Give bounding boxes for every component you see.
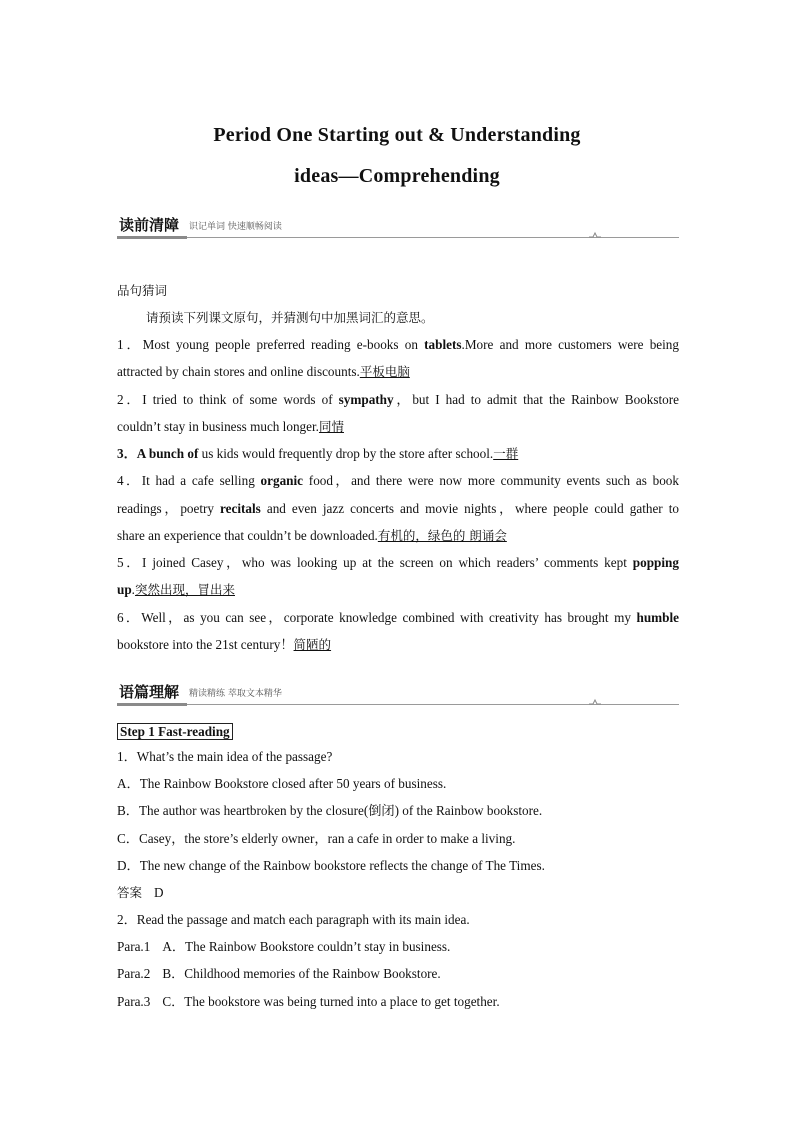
sentence-text: 4．It had a cafe selling bbox=[117, 473, 261, 488]
match-option: C．The bookstore was being turned into a place to get together. bbox=[162, 994, 500, 1009]
question-1: 1．What’s the main idea of the passage? bbox=[117, 749, 333, 764]
match-row bbox=[117, 993, 679, 1011]
para-label: Para.2 bbox=[117, 966, 151, 981]
vocab-sentence-1-cont bbox=[117, 363, 679, 381]
vocab-sentence-6 bbox=[117, 609, 679, 627]
bold-word: organic bbox=[260, 473, 304, 488]
vocab-sentence-6-cont bbox=[117, 636, 679, 654]
vocab-sentence-2-cont bbox=[117, 418, 679, 436]
vocab-sentence-4-cont bbox=[117, 500, 679, 518]
sentence-text: bookstore into the 21st century！ bbox=[117, 637, 294, 652]
answer-text: 平板电脑 bbox=[359, 364, 410, 379]
vocab-sentence-5-cont bbox=[117, 581, 679, 599]
option-a: A．The Rainbow Bookstore closed after 50 years of business. bbox=[117, 776, 447, 791]
sentence-text: attracted by chain stores and online discounts. bbox=[117, 364, 360, 379]
question-2: 2．Read the passage and match each paragraph with its main idea. bbox=[117, 912, 470, 927]
section-header-comprehension bbox=[117, 679, 679, 705]
match-option: B．Childhood memories of the Rainbow Bookstore. bbox=[162, 966, 441, 981]
section-heading: 语篇理解 bbox=[119, 683, 180, 701]
page-title-line-2: ideas—Comprehending bbox=[294, 165, 500, 187]
step-heading bbox=[117, 723, 679, 741]
bold-word: up bbox=[117, 582, 132, 597]
section-header-pre-reading bbox=[117, 212, 679, 238]
section-heading: 读前清障 bbox=[119, 216, 180, 234]
answer-text: 有机的，绿色的 朗诵会 bbox=[377, 528, 507, 543]
vocab-label: 品句猜词 bbox=[117, 283, 168, 298]
sentence-text: 2．I tried to think of some words of bbox=[117, 392, 339, 407]
option-c: C．Casey，the store’s elderly owner，ran a cafe in order to make a living. bbox=[117, 831, 516, 846]
match-row bbox=[117, 938, 679, 956]
answer-value: D bbox=[154, 885, 164, 900]
rule-notch-icon bbox=[589, 698, 601, 706]
match-option: A．The Rainbow Bookstore couldn’t stay in business. bbox=[162, 939, 451, 954]
para-label: Para.1 bbox=[117, 939, 151, 954]
page-title-line-1: Period One Starting out & Understanding bbox=[213, 124, 581, 146]
sentence-text: food，and there were now more community events such as book bbox=[303, 473, 679, 488]
sentence-text: 5．I joined Casey，who was looking up at the screen on which readers’ comments kept bbox=[117, 555, 633, 570]
bold-word: tablets bbox=[424, 337, 462, 352]
vocab-sentence-1 bbox=[117, 336, 679, 354]
sentence-text: readings，poetry bbox=[117, 501, 221, 516]
bold-word: recitals bbox=[220, 501, 261, 516]
answer-label: 答案 bbox=[117, 885, 143, 900]
rule-notch-icon bbox=[589, 231, 601, 239]
option-d: D．The new change of the Rainbow bookstore reflects the change of The Times. bbox=[117, 858, 545, 873]
vocab-instruction: 请预读下列课文原句，并猜测句中加黑词汇的意思。 bbox=[146, 310, 434, 325]
sentence-text: ，but I had to admit that the Rainbow Bookstore bbox=[393, 392, 680, 407]
vocab-sentence-4 bbox=[117, 472, 679, 490]
match-row bbox=[117, 965, 679, 983]
sentence-text: and even jazz concerts and movie nights，where people could gather to bbox=[260, 501, 679, 516]
vocab-sentence-2 bbox=[117, 391, 679, 409]
answer-line bbox=[117, 884, 679, 902]
section-subheading: 精读精练 萃取文本精华 bbox=[189, 689, 282, 699]
vocab-sentence-5 bbox=[117, 554, 679, 572]
answer-text: 突然出现，冒出来 bbox=[134, 582, 235, 597]
answer-text: 同情 bbox=[318, 419, 344, 434]
sentence-text: . bbox=[131, 582, 135, 597]
sentence-text: .More and more customers were being bbox=[461, 337, 679, 352]
sentence-text: couldn’t stay in business much longer. bbox=[117, 419, 319, 434]
bold-word: sympathy bbox=[338, 392, 394, 407]
section-subheading: 识记单词 快速顺畅阅读 bbox=[189, 222, 282, 232]
sentence-text: 1．Most young people preferred reading e-books on bbox=[117, 337, 425, 352]
sentence-text: share an experience that couldn’t be downloaded. bbox=[117, 528, 378, 543]
sentence-text: us kids would frequently drop by the store after school. bbox=[198, 446, 494, 461]
bold-word: 3．A bunch of bbox=[117, 446, 199, 461]
vocab-sentence-4-cont2 bbox=[117, 527, 679, 545]
para-label: Para.3 bbox=[117, 994, 151, 1009]
step-label: Step 1 Fast-reading bbox=[117, 723, 233, 740]
bold-word: popping bbox=[632, 555, 679, 570]
section-rule bbox=[187, 237, 679, 238]
answer-text: 一群 bbox=[493, 446, 519, 461]
section-rule bbox=[187, 704, 679, 705]
vocab-sentence-3 bbox=[117, 445, 679, 463]
sentence-text: 6．Well，as you can see，corporate knowledge combined with creativity has brought my bbox=[117, 610, 637, 625]
bold-word: humble bbox=[636, 610, 679, 625]
answer-text: 简陋的 bbox=[293, 637, 332, 652]
option-b: B．The author was heartbroken by the closure(倒闭) of the Rainbow bookstore. bbox=[117, 803, 543, 818]
